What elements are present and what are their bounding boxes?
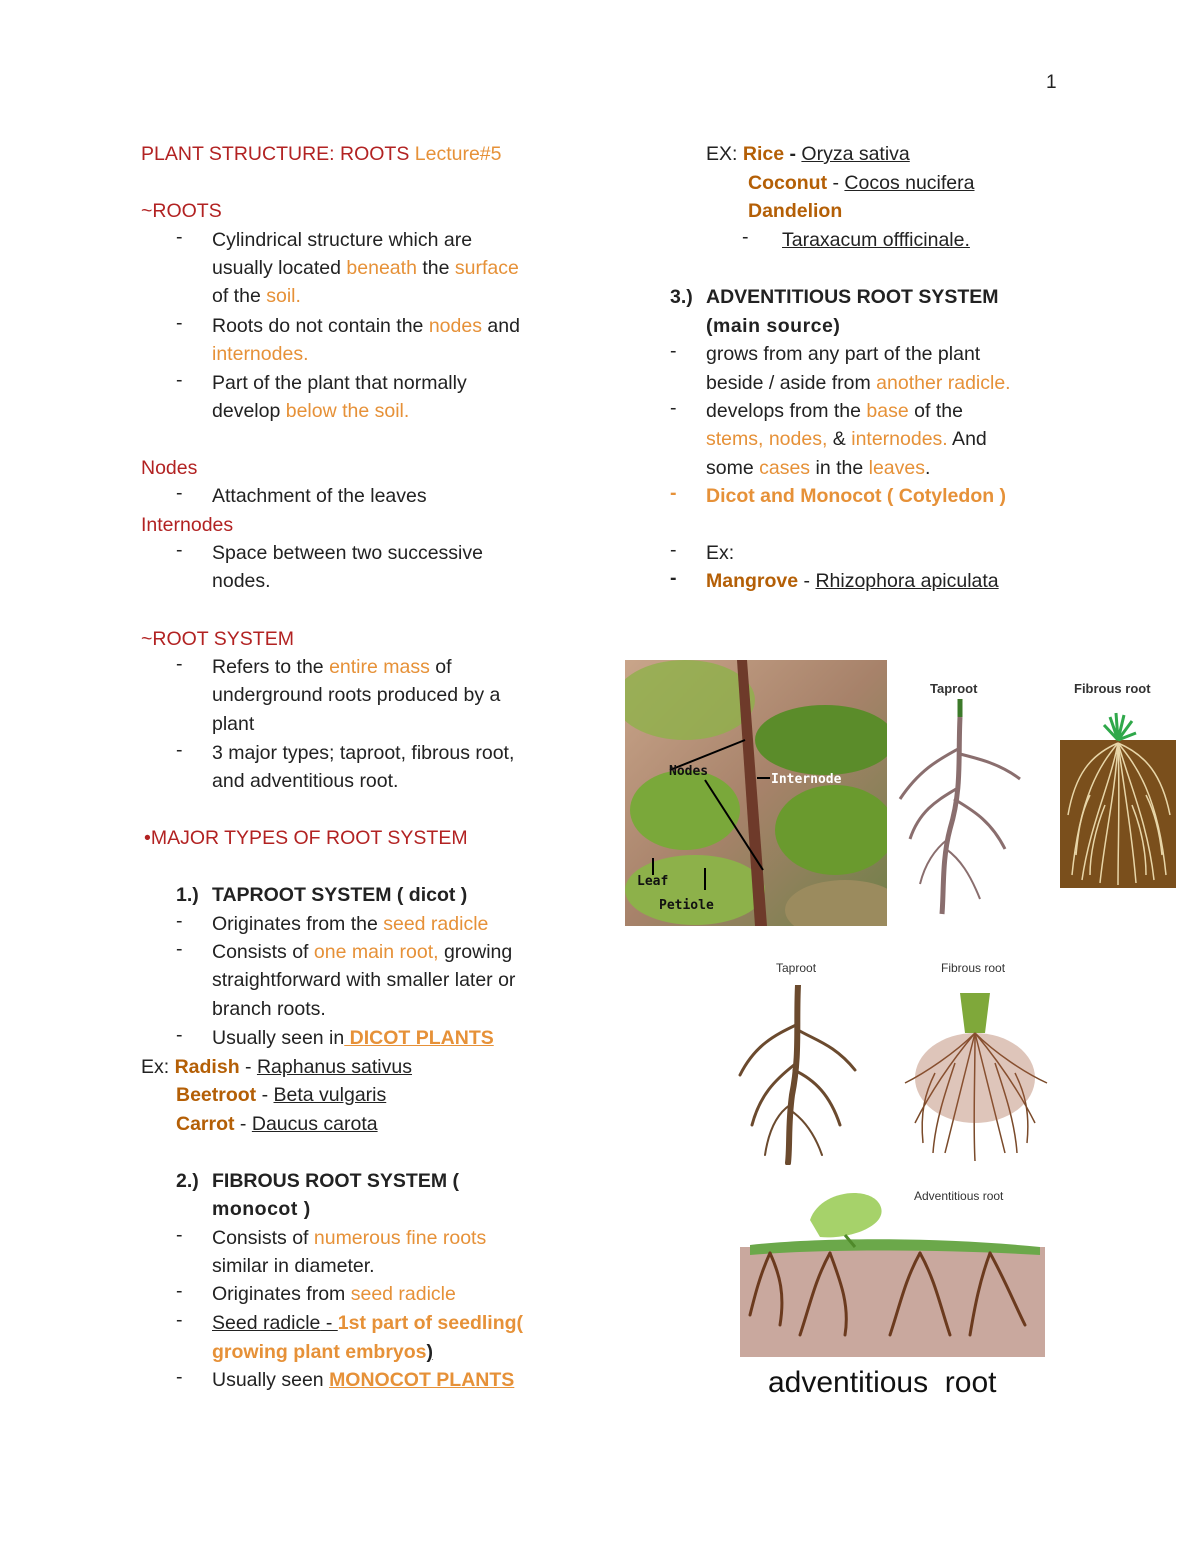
fibrous-bullet-3-line-2: growing plant embryos)	[212, 1341, 434, 1363]
bullet-dash: -	[176, 226, 183, 248]
bullet-dash: -	[176, 312, 183, 334]
bullet-dash: -	[670, 482, 677, 504]
taproot-icon	[890, 699, 1030, 919]
root-system-heading: ~ROOT SYSTEM	[141, 628, 294, 650]
fibrous-bullet-1-line-1: Consists of numerous fine roots	[212, 1227, 487, 1249]
bullet-dash: -	[176, 938, 183, 960]
taproot-title: TAPROOT SYSTEM ( dicot )	[212, 884, 468, 906]
taproot-drawing-middle	[730, 955, 865, 1155]
adv-bullet-2-line-1: develops from the base of the	[706, 400, 963, 422]
taproot-label-top: Taproot	[930, 681, 978, 696]
taproot-drawing-top	[890, 675, 1030, 910]
bullet-dash: -	[176, 739, 183, 761]
fibrous-number: 2.)	[176, 1170, 199, 1192]
fibrous-bullet-2: Originates from seed radicle	[212, 1283, 456, 1305]
bullet-dash: -	[670, 397, 677, 419]
monocot-example-1: EX: Rice - Oryza sativa	[706, 143, 910, 165]
lecture-label: Lecture#5	[414, 143, 502, 165]
adventitious-title: ADVENTITIOUS ROOT SYSTEM	[706, 286, 999, 308]
fibrous-title-line-1: FIBROUS ROOT SYSTEM (	[212, 1170, 460, 1192]
major-types-heading: •MAJOR TYPES OF ROOT SYSTEM	[144, 827, 468, 849]
monocot-example-3: Dandelion	[748, 200, 843, 222]
adventitious-drawing	[740, 1185, 1050, 1360]
roots-bullet-2-line-2: internodes.	[212, 343, 309, 365]
adv-bullet-3: Dicot and Monocot ( Cotyledon )	[706, 485, 1007, 507]
bullet-dash: -	[670, 539, 677, 561]
fibrous-icon-2	[895, 983, 1055, 1163]
taproot-label-middle: Taproot	[776, 961, 817, 975]
bullet-dash: -	[176, 1280, 183, 1302]
fibrous-drawing-middle	[895, 955, 1055, 1160]
taproot-example-1: Ex: Radish - Raphanus sativus	[141, 1056, 412, 1078]
rs-bullet-2-line-1: 3 major types; taproot, fibrous root,	[212, 742, 515, 764]
fibrous-label-top: Fibrous root	[1074, 681, 1151, 696]
monocot-example-2: Coconut - Cocos nucifera	[748, 172, 975, 194]
photo-label-nodes: Nodes	[669, 764, 709, 779]
taproot-bullet-2-line-3: branch roots.	[212, 998, 326, 1020]
fibrous-title-line-2: monocot )	[212, 1198, 311, 1220]
nodes-heading: Nodes	[141, 457, 198, 479]
bullet-dash: -	[670, 567, 677, 589]
bullet-dash: -	[176, 653, 183, 675]
roots-heading: ~ROOTS	[141, 200, 222, 222]
roots-bullet-1-line-1: Cylindrical structure which are	[212, 229, 473, 251]
adventitious-title-line-2: (main source)	[706, 315, 841, 337]
photo-label-petiole: Petiole	[659, 898, 714, 913]
rs-bullet-1-line-3: plant	[212, 713, 255, 735]
nodes-bullet-1: Attachment of the leaves	[212, 485, 427, 507]
rs-bullet-1-line-2: underground roots produced by a	[212, 684, 501, 706]
adventitious-number: 3.)	[670, 286, 693, 308]
bullet-dash: -	[176, 482, 183, 504]
bullet-dash: -	[176, 1024, 183, 1046]
roots-bullet-3-line-1: Part of the plant that normally	[212, 372, 467, 394]
roots-bullet-3-line-2: develop below the soil.	[212, 400, 410, 422]
internodes-heading: Internodes	[141, 514, 234, 536]
adv-example-1: Mangrove - Rhizophora apiculata	[706, 570, 999, 592]
fibrous-bullet-4: Usually seen MONOCOT PLANTS	[212, 1369, 515, 1391]
page-number: 1	[1046, 72, 1057, 93]
adv-example-label: Ex:	[706, 542, 735, 564]
rs-bullet-1-line-1: Refers to the entire mass of	[212, 656, 452, 678]
fibrous-drawing-top	[1060, 675, 1180, 890]
roots-bullet-1-line-3: of the soil.	[212, 285, 301, 307]
title-text: PLANT STRUCTURE: ROOTS	[141, 143, 410, 165]
fibrous-bullet-3-line-1: Seed radicle - 1st part of seedling(	[212, 1312, 524, 1334]
bullet-dash: -	[176, 369, 183, 391]
roots-bullet-2-line-1: Roots do not contain the nodes and	[212, 315, 520, 337]
taproot-example-2: Beetroot - Beta vulgaris	[176, 1084, 387, 1106]
taproot-bullet-2-line-2: straightforward with smaller later or	[212, 969, 516, 991]
rs-bullet-2-line-2: and adventitious root.	[212, 770, 399, 792]
fibrous-icon	[1060, 705, 1180, 895]
adventitious-icon	[740, 1185, 1050, 1360]
taproot-bullet-2-line-1: Consists of one main root, growing	[212, 941, 513, 963]
adv-bullet-2-line-3: some cases in the leaves.	[706, 457, 931, 479]
photo-label-leaf: Leaf	[637, 874, 669, 889]
internodes-bullet-1-line-1: Space between two successive	[212, 542, 483, 564]
bullet-dash: -	[742, 226, 749, 248]
internodes-bullet-1-line-2: nodes.	[212, 570, 271, 592]
bullet-dash: -	[176, 1309, 183, 1331]
taproot-number: 1.)	[176, 884, 199, 906]
taproot-bullet-1: Originates from the seed radicle	[212, 913, 489, 935]
taproot-bullet-3: Usually seen in DICOT PLANTS	[212, 1027, 494, 1049]
adv-bullet-2-line-2: stems, nodes, & internodes. And	[706, 428, 987, 450]
bullet-dash: -	[176, 1366, 183, 1388]
bullet-dash: -	[176, 1224, 183, 1246]
adv-bullet-1-line-1: grows from any part of the plant	[706, 343, 981, 365]
taproot-example-3: Carrot - Daucus carota	[176, 1113, 378, 1135]
bullet-dash: -	[176, 539, 183, 561]
fibrous-bullet-1-line-2: similar in diameter.	[212, 1255, 375, 1277]
bullet-dash: -	[176, 910, 183, 932]
adv-bullet-1-line-2: beside / aside from another radicle.	[706, 372, 1011, 394]
adventitious-caption: adventitious root	[768, 1366, 997, 1399]
adventitious-label-small: Adventitious root	[914, 1189, 1004, 1203]
page-title	[141, 140, 502, 168]
roots-bullet-1-line-2: usually located beneath the surface	[212, 257, 519, 279]
photo-label-internode: Internode	[771, 772, 842, 787]
fibrous-label-middle: Fibrous root	[941, 961, 1006, 975]
stem-photo	[625, 660, 887, 926]
taproot-icon-2	[730, 985, 865, 1165]
monocot-example-3-sci: Taraxacum offficinale.	[782, 229, 970, 251]
bullet-dash: -	[670, 340, 677, 362]
